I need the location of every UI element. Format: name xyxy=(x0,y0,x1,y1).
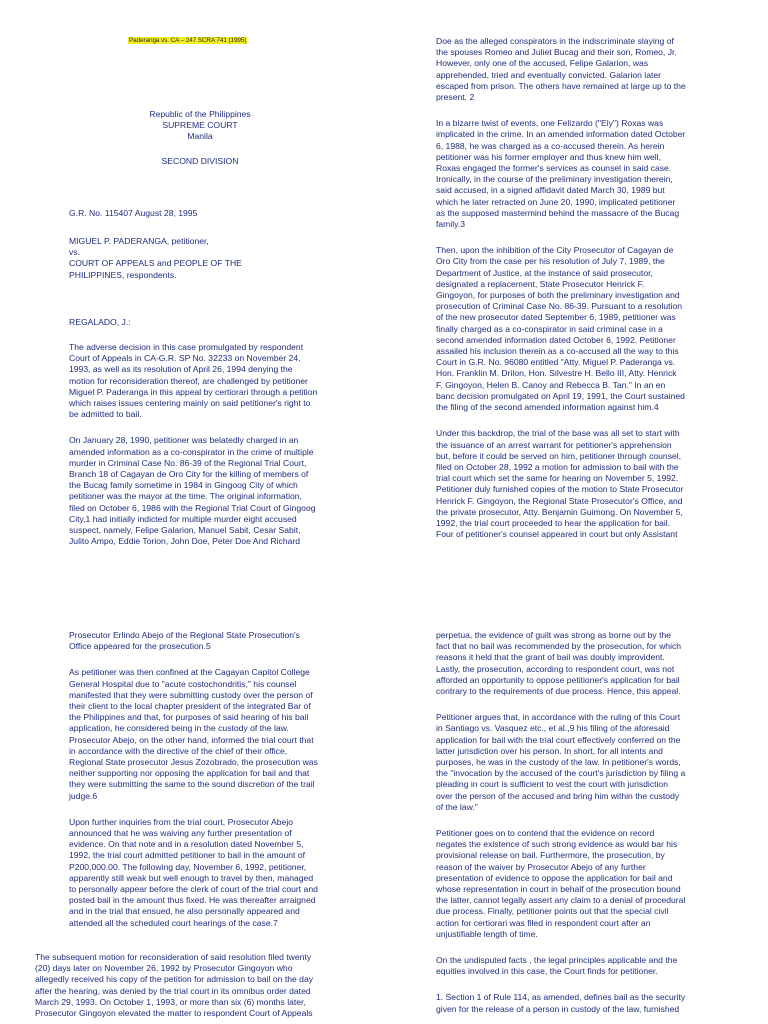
paragraph: On January 28, 1990, petitioner was belatedly charged in an amended information as a co-conspirator in the crime of multiple murder in Criminal Case No. 86-39 of the Regional Trial Court, Branch 18 of Cagayan de Oro City for the killing of members of the Bucag family sometime in 1984 in Gingoog City of which petitioner was the mayor at the time. The original information, filed on October 6, 1986 with the Regional Trial Court of Gingoog City,1 had initially indicted for multiple murder eight accused suspect, namely, Felipe Galarion, Manuel Sabit, Cesar Sabit, Julito Ampo, Eddie Torion, John Doe, Peter Doe And Richard xyxy=(69,435,316,547)
paragraph: The subsequent motion for reconsideration of said resolution filed twenty (20) days later on November 26, 1992 by Prosecutor Gingoyon who allegedly received his copy of the petition for admission to bail on the day after the hearing, was denied by the trial court in its omnibus order dated March 29, 1993. On October 1, 1993, or more than six (6) months later, Prosecutor Gingoyon elevated the matter to respondent Court of Appeals xyxy=(35,952,314,1019)
party-line: PHILIPPINES, respondents. xyxy=(69,269,177,280)
paragraph: Prosecutor Erlindo Abejo of the Regional State Prosecution's Office appeared for the prosecution.5 xyxy=(69,630,300,652)
ponente: REGALADO, J.: xyxy=(69,317,131,327)
header-line: Republic of the Philippines xyxy=(149,109,251,119)
paragraph: On the undisputed facts , the legal principles applicable and the equities involved in this case, the Court finds for petitioner. xyxy=(436,955,678,977)
document-page-2 xyxy=(0,610,768,1024)
header-line: Manila xyxy=(187,131,213,142)
paragraph: In a bizarre twist of events, one Felizardo ("Ely") Roxas was implicated in the crime. In an amended information dated October 6, 1988, he was charged as a co-accused therein. As herein petitioner was his former employer and thus knew him well, Roxas engaged the former's services as counsel in said case. Ironically, in the course of the preliminary investigation therein, said accused, in a signed affidavit dated March 30, 1989 but which he later retracted on June 20, 1990, implicated petitioner as the supposed mastermind behind the massacre of the Bucag family.3 xyxy=(436,118,686,230)
paragraph: Under this backdrop, the trial of the base was all set to start with the issuance of an arrest warrant for petitioner's apprehension but, before it could be served on him, petitioner through counsel, filed on October 28, 1992 a motion for admission to bail with the trial court which set the same for hearing on November 5, 1992. Petitioner duly furnished copies of the motion to State Prosecutor Henrick F. Gingoyon, the Regional State Prosecutor's Office, and the private prosecutor, Atty. Benjamin Guimong. On November 5, 1992, the trial court proceeded to hear the application for bail. Four of petitioner's counsel appeared in court but only Assistant xyxy=(436,428,684,540)
paragraph: The adverse decision in this case promulgated by respondent Court of Appeals in CA-G.R. SP No. 32233 on November 24, 1993, as well as its resolution of April 26, 1994 denying the motion for reconsideration thereof, are challenged by petitioner Miguel P. Paderanga in this appeal by certiorari through a petition which raises issues centering mainly on said petitioner's right to be admitted to bail. xyxy=(69,342,318,420)
page2-right-column xyxy=(436,630,742,1015)
case-parties xyxy=(69,236,242,281)
case-citation xyxy=(128,34,247,46)
paragraph: Then, upon the inhibition of the City Prosecutor of Cagayan de Oro City from the case per his resolution of July 7, 1989, the Department of Justice, at the instance of said prosecutor, designated a replacement, State Prosecutor Henrick F. Gingoyon, for purposes of both the preliminary investigation and prosecution of Criminal Case No. 86-39. Pursuant to a resolution of the new prosecutor dated September 6, 1989, petitioner was finally charged as a co-conspirator in said criminal case in a second amended information dated October 6, 1992. Petitioner assailed his inclusion therein as a co-accused all the way to this Court in G.R. No. 96080 entitled "Atty. Miguel P. Paderanga vs. Hon. Franklin M. Drilon, Hon. Silvestre H. Bello III, Atty. Henrick F. Gingoyon, Helen B. Canoy and Rebecca B. Tan." In an en banc decision promulgated on April 19, 1991, the Court sustained the filing of the second amended information against him.4 xyxy=(436,245,685,413)
paragraph: perpetua, the evidence of guilt was strong as borne out by the fact that no bail was recommended by the prosecution, for which reasons it held that the grant of bail was doubly improvident. Lastly, the prosecution, according to respondent court, was not afforded an opportunity to oppose petitioner's application for bail contrary to the requirements of due process. Hence, this appeal. xyxy=(436,630,682,697)
page1-right-column xyxy=(436,36,742,540)
page2-left-column xyxy=(69,630,379,929)
paragraph: Petitioner argues that, in accordance with the ruling of this Court in Santiago vs. Vasquez etc., et al.,9 his filing of the aforesaid application for bail with the trial court effectively conferred on the latter jurisdiction over his person. In short, for all intents and purposes, he was in the custody of the law. In petitioner's words, the "invocation by the accused of the court's jurisdiction by filing a pleading in court is sufficient to vest the court with jurisdiction over the person of the accused and bring him within the custody of the law." xyxy=(436,712,686,812)
party-line: COURT OF APPEALS and PEOPLE OF THE xyxy=(69,258,242,269)
party-line: vs. xyxy=(69,247,80,258)
page1-left-column xyxy=(69,342,379,547)
citation-highlight: Paderanga vs. CA – 247 SCRA 741 (1995) xyxy=(129,37,247,44)
division-label: SECOND DIVISION xyxy=(161,156,239,166)
case-number: G.R. No. 115407 August 28, 1995 xyxy=(69,208,198,218)
paragraph: Doe as the alleged conspirators in the indiscriminate slaying of the spouses Romeo and Juliet Bucag and their son, Romeo, Jr. However, only one of the accused, Felipe Galarion, was apprehended, tried and eventually convicted. Galarion later escaped from prison. The others have remained at large up to the present. 2 xyxy=(436,36,686,103)
court-header xyxy=(130,109,270,143)
paragraph: 1. Section 1 of Rule 114, as amended, defines bail as the security given for the release of a person in custody of the law, furnished xyxy=(436,992,686,1014)
paragraph: Upon further inquiries from the trial court, Prosecutor Abejo announced that he was waiving any further presentation of evidence. On that note and in a resolution dated November 5, 1992, the trial court admitted petitioner to bail in the amount of P200,000.00. The following day, November 6, 1992, petitioner, apparently still weak but well enough to travel by then, managed to personally appear before the clerk of court of the trial court and posted bail in the amount thus fixed. He was thereafter arraigned and in the trial that ensued, he also personally appeared and attended all the scheduled court hearings of the case.7 xyxy=(69,816,318,928)
header-line: SUPREME COURT xyxy=(162,120,238,131)
party-line: MIGUEL P. PADERANGA, petitioner, xyxy=(69,236,209,246)
page2-left-bottom-paragraph xyxy=(35,952,380,1019)
paragraph: Petitioner goes on to contend that the evidence on record negates the existence of such strong evidence as would bar his provisional release on bail. Furthermore, the prosecution, by reason of the waiver by Prosecutor Abejo of any further presentation of evidence to oppose the application for bail and whose representation in court in behalf of the prosecution bound the latter, cannot legally assert any claim to a denial of procedural due process. Finally, petitioner points out that the special civil action for certiorari was filed in respondent court after an unjustifiable length of time. xyxy=(436,828,686,939)
paragraph: As petitioner was then confined at the Cagayan Capitol College General Hospital due to "acute costochondritis," his counsel manifested that they were submitting custody over the person of their client to the local chapter president of the integrated Bar of the Philippines and that, for purposes of said hearing of his bail application, he considered being in the custody of the law. Prosecutor Abejo, on the other hand, informed the trial court that in accordance with the directive of the chief of their office, Regional State prosecutor Jesus Zozobrado, the prosecution was neither supporting nor opposing the application for bail and that they were submitting the same to the sound discretion of the trail judge.6 xyxy=(69,667,318,801)
